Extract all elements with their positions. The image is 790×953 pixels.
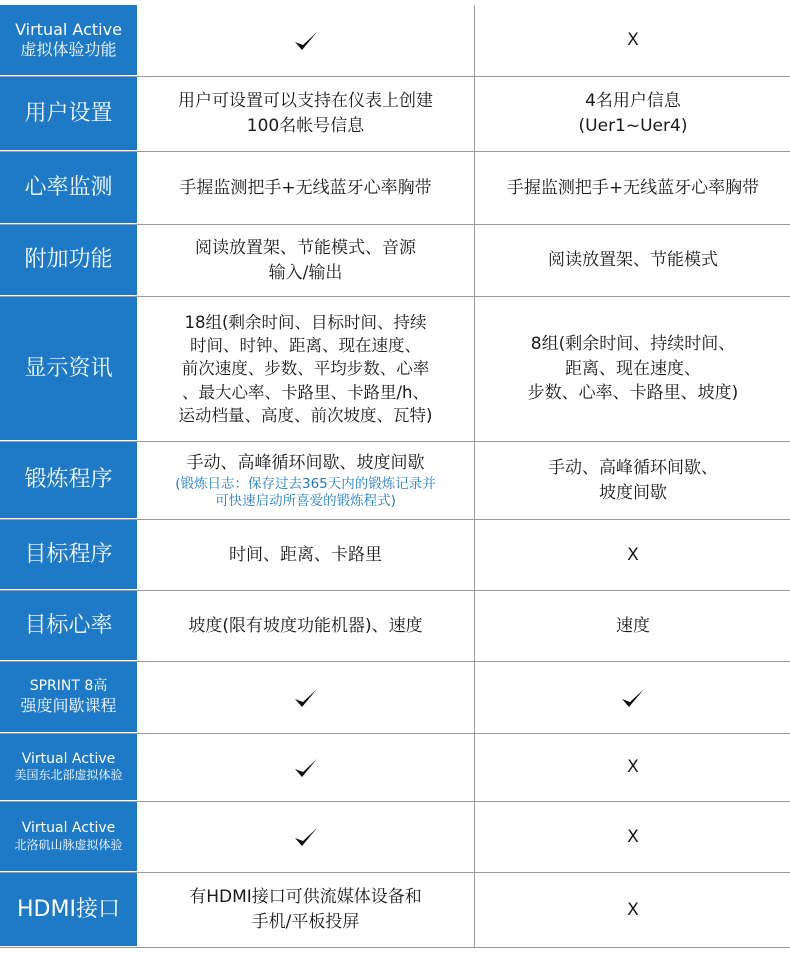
row-label: HDMI接口 <box>0 873 137 947</box>
feature-cell <box>137 225 475 296</box>
row-label-line: 北洛矶山脉虚拟体验 <box>14 837 123 852</box>
cell-line: 手动、高峰循环间歇、 <box>548 457 718 478</box>
cross-mark: X <box>627 30 639 51</box>
check-mark-icon <box>293 687 319 709</box>
table-row <box>0 591 790 662</box>
table-row <box>0 734 790 802</box>
cell-line: 8组(剩余时间、持续时间、 <box>530 334 736 355</box>
feature-cell <box>137 5 475 76</box>
cross-mark: X <box>627 544 639 565</box>
table-row <box>0 152 790 225</box>
row-label: 目标程序 <box>0 520 137 590</box>
feature-cell <box>137 734 475 801</box>
row-label-line: 强度间歇课程 <box>20 695 117 715</box>
table-row <box>0 802 790 873</box>
feature-cell <box>476 591 790 661</box>
feature-cell <box>137 442 475 519</box>
table-row <box>0 442 790 520</box>
cell-line: 输入/输出 <box>268 262 343 283</box>
cell-line: (Uer1~Uer4) <box>578 116 688 136</box>
feature-cell <box>137 873 475 947</box>
row-label-line: 美国东北部虚拟体验 <box>14 768 123 783</box>
cell-line: 阅读放置架、节能模式 <box>548 250 718 271</box>
cross-mark: X <box>627 899 639 920</box>
check-mark-icon <box>620 687 646 709</box>
feature-cell <box>137 662 475 733</box>
row-label: 用户设置 <box>0 77 137 151</box>
table-row <box>0 873 790 948</box>
feature-cell <box>476 5 790 76</box>
feature-cell <box>476 520 790 590</box>
note-line: (锻炼日志：保存过去365天内的锻炼记录并 <box>175 475 436 492</box>
feature-cell <box>476 442 790 519</box>
note-line: 可快速启动所喜爱的锻炼程式) <box>215 492 396 509</box>
cell-line: 有HDMI接口可供流媒体设备和 <box>189 887 422 908</box>
row-label-line: Virtual Active <box>15 20 122 39</box>
check-mark-icon <box>293 30 319 52</box>
table-row <box>0 520 790 591</box>
cell-line: 运动档量、高度、前次坡度、瓦特) <box>178 405 433 425</box>
table-row <box>0 225 790 297</box>
cell-line: 时间、时钟、距离、现在速度、 <box>190 336 421 356</box>
cell-line: 速度 <box>616 615 650 636</box>
cell-line: 坡度(限有坡度功能机器)、速度 <box>188 615 423 636</box>
check-mark-icon <box>293 826 319 848</box>
table-row <box>0 77 790 152</box>
row-label: 目标心率 <box>0 591 137 661</box>
row-label-line: Virtual Active <box>21 750 116 767</box>
cell-line: 手机/平板投屏 <box>251 912 360 932</box>
feature-cell <box>476 802 790 872</box>
row-label-line: Virtual Active <box>21 820 116 837</box>
feature-cell <box>137 297 475 441</box>
table-row <box>0 297 790 442</box>
cell-line: 前次速度、步数、平均步数、心率 <box>181 359 430 379</box>
feature-cell <box>476 77 790 151</box>
cell-line: 、最大心率、卡路里、卡路里/h、 <box>181 382 430 402</box>
check-mark-icon <box>293 757 319 779</box>
feature-cell <box>137 77 475 151</box>
cell-line: 用户可设置可以支持在仪表上创建 <box>178 91 433 112</box>
cell-line: 手握监测把手+无线蓝牙心率胸带 <box>179 177 432 198</box>
feature-cell <box>476 873 790 947</box>
row-label <box>0 662 137 733</box>
feature-cell <box>476 152 790 224</box>
cell-line: 阅读放置架、节能模式、音源 <box>195 237 416 258</box>
cell-line: 4名用户信息 <box>585 91 681 112</box>
row-label: 心率监测 <box>0 152 137 224</box>
cell-line: 手动、高峰循环间歇、坡度间歇 <box>186 453 425 474</box>
table-row <box>0 662 790 734</box>
feature-cell <box>137 802 475 872</box>
row-label: 锻炼程序 <box>0 442 137 519</box>
cross-mark: X <box>627 826 639 847</box>
table-row <box>0 5 790 77</box>
row-label <box>0 5 137 76</box>
feature-cell <box>476 734 790 801</box>
row-label <box>0 802 137 872</box>
cell-line: 100名帐号信息 <box>246 116 365 136</box>
feature-cell <box>137 591 475 661</box>
feature-cell <box>137 152 475 224</box>
cell-line: 18组(剩余时间、目标时间、持续 <box>184 313 427 333</box>
cell-line: 手握监测把手+无线蓝牙心率胸带 <box>506 177 760 198</box>
row-label: 显示资讯 <box>0 297 137 441</box>
row-label: 附加功能 <box>0 225 137 296</box>
row-label-line: SPRINT 8高 <box>29 678 108 695</box>
cell-line: 坡度间歇 <box>599 482 667 503</box>
row-label <box>0 734 137 801</box>
feature-cell <box>137 520 475 590</box>
cross-mark: X <box>627 757 639 778</box>
cell-line: 步数、心率、卡路里、坡度) <box>527 383 739 404</box>
feature-cell <box>476 662 790 733</box>
cell-line: 距离、现在速度、 <box>565 358 701 379</box>
feature-cell <box>476 297 790 441</box>
feature-cell <box>476 225 790 296</box>
cell-line: 时间、距离、卡路里 <box>229 544 382 565</box>
row-label-line: 虚拟体验功能 <box>20 40 117 59</box>
